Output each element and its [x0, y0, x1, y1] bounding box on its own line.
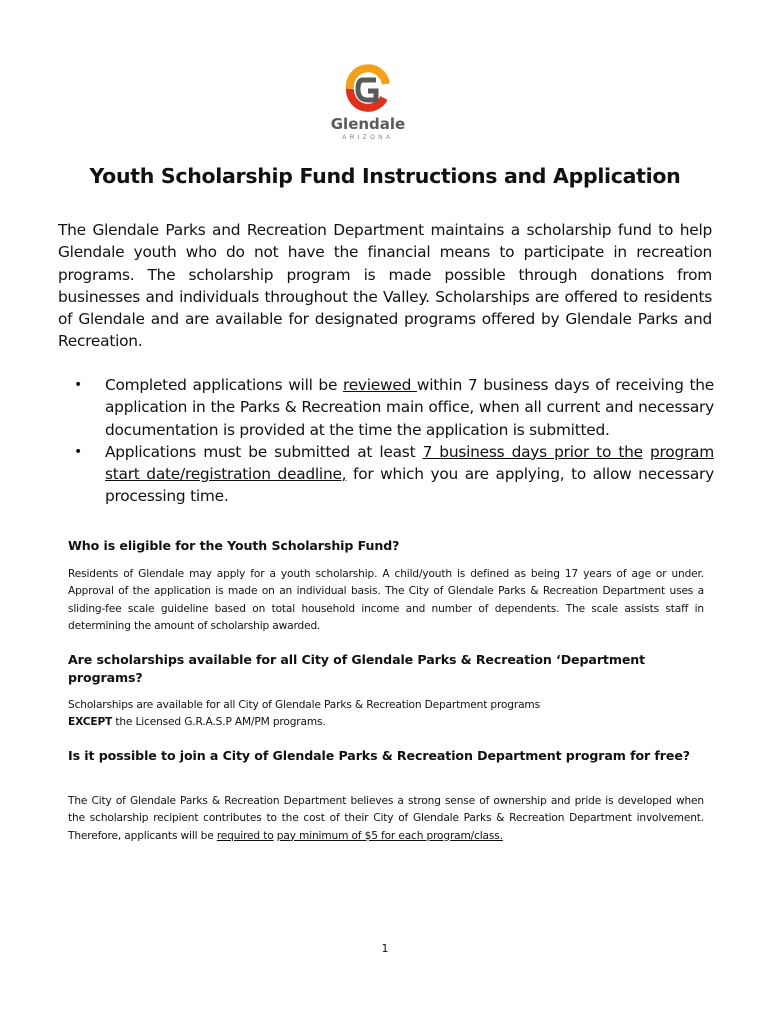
- free-program-question: Is it possible to join a City of Glendale Parks & Recreation Department program for free?: [68, 748, 691, 763]
- eligibility-answer: Residents of Glendale may apply for a youth scholarship. A child/youth is defined as being 17 years of age or under. Approval of the application is made on an individual basis. The City of Glendale Parks & Recreation Department uses a sliding-fee scale guideline based on total household income and number of dependents. The scale assists staff in determining the amount of scholarship awarded.: [68, 568, 704, 632]
- list-item: • Applications must be submitted at least 7 business days prior to the program start date/registration deadline, for which you are applying, to allow necessary processing time.: [74, 442, 714, 506]
- availability-answer: Scholarships are available for all City of Glendale Parks & Recreation Department programs EXCEPT the Licensed G.R.A.S.P AM/PM programs.: [68, 699, 540, 729]
- intro-paragraph: The Glendale Parks and Recreation Department maintains a scholarship fund to help Glendale youth who do not have the financial means to participate in recreation programs. The scholarship program is made possible through donations from businesses and individuals throughout the Valley. Scholarships are offered to residents of Glendale and are available for designated programs offered by Glendale Parks and Recreation.: [58, 221, 712, 351]
- instructions-list: [72, 374, 714, 508]
- page-title: Youth Scholarship Fund Instructions and Application: [89, 164, 681, 188]
- glendale-logo: [318, 62, 418, 150]
- free-program-answer: The City of Glendale Parks & Recreation Department believes a strong sense of ownership and pride is developed when the scholarship recipient contributes to the cost of their City of Glendale Parks & Recreation Department involvement. Therefore, applicants will be required to pay minimum of $5 for each program/class.: [68, 795, 704, 842]
- glendale-g-logo-icon: [318, 62, 418, 116]
- eligibility-question: Who is eligible for the Youth Scholarship Fund?: [68, 538, 400, 553]
- bullet-icon: •: [74, 443, 83, 460]
- bullet-icon: •: [74, 377, 83, 393]
- page-number: 1: [381, 942, 389, 955]
- availability-question: Are scholarships available for all City of Glendale Parks & Recreation ‘Department programs?: [68, 652, 646, 685]
- logo-name: Glendale: [330, 115, 406, 133]
- list-item: • Completed applications will be reviewed within 7 business days of receiving the application in the Parks & Recreation main office, when all current and necessary documentation is provided at the time the application is submitted.: [74, 376, 714, 439]
- logo-subtitle: ARIZONA: [342, 135, 394, 141]
